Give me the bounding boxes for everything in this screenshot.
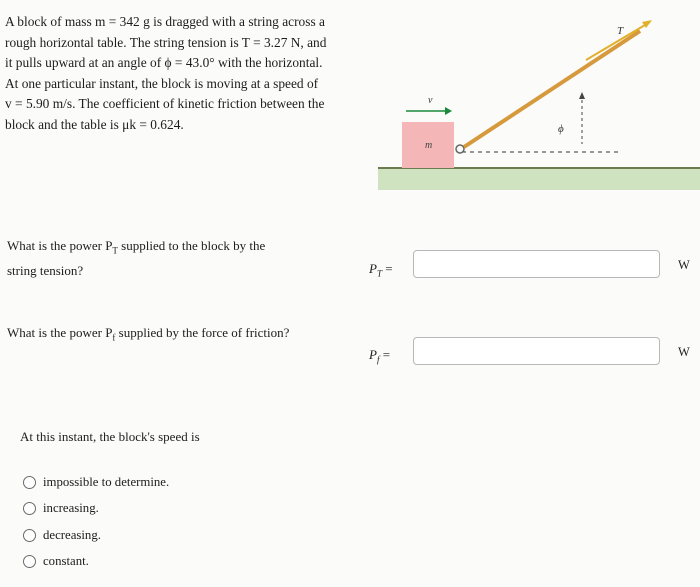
label-subscript: f — [376, 354, 380, 365]
question-power-tension — [7, 236, 297, 280]
physics-diagram — [370, 10, 700, 190]
problem-line: At one particular instant, the block is moving at a speed of — [5, 75, 319, 91]
question-subscript: f — [112, 332, 116, 343]
question-speed: At this instant, the block's speed is — [20, 429, 200, 444]
angle-label: ϕ — [558, 123, 564, 135]
question-text: What is the power P — [7, 325, 113, 340]
label-subscript: T — [376, 268, 382, 279]
problem-line: A block of mass m = 342 g is dragged with a string across a — [5, 14, 325, 29]
friction-power-unit: W — [678, 345, 690, 359]
tension-power-label — [369, 261, 393, 279]
block-label: m — [425, 140, 433, 151]
rope — [464, 31, 640, 147]
option-label: impossible to determine. — [43, 474, 170, 489]
radio-button[interactable] — [23, 529, 36, 542]
label-symbol: P — [369, 347, 377, 362]
tension-power-input[interactable] — [413, 250, 660, 278]
label-equals: = — [379, 347, 391, 362]
option-label: increasing. — [43, 501, 99, 516]
table — [378, 168, 700, 190]
option-constant[interactable] — [23, 549, 169, 576]
option-decreasing[interactable] — [23, 522, 169, 549]
label-equals: = — [381, 261, 393, 276]
tension-label: T⃗ — [617, 25, 632, 37]
angle-tick-arrow — [579, 92, 585, 99]
problem-statement — [5, 12, 350, 136]
problem-line: block and the table is μk = 0.624. — [5, 116, 184, 132]
friction-power-label — [369, 347, 390, 365]
velocity-arrowhead — [445, 107, 452, 115]
radio-button[interactable] — [23, 502, 36, 515]
question-subscript: T — [112, 245, 118, 256]
speed-options — [23, 469, 169, 575]
problem-line: v = 5.90 m/s. The coefficient of kinetic friction between the — [5, 96, 325, 112]
radio-button[interactable] — [23, 476, 36, 489]
question-text: What is the power P — [7, 238, 113, 253]
question-text-rest: supplied by the force of friction? — [115, 325, 290, 340]
question-text-rest: supplied to the block by the string tension? — [7, 238, 266, 278]
velocity-label: v⃗ — [428, 95, 441, 106]
option-label: constant. — [43, 554, 89, 569]
friction-power-input[interactable] — [413, 337, 660, 365]
problem-line: rough horizontal table. The string tension is T = 3.27 N, and — [5, 34, 327, 50]
question-power-friction — [7, 323, 289, 348]
radio-button[interactable] — [23, 555, 36, 568]
hook — [456, 145, 464, 153]
label-symbol: P — [369, 261, 377, 276]
option-label: decreasing. — [43, 527, 101, 542]
problem-line: it pulls upward at an angle of ϕ = 43.0° with the horizontal. — [5, 55, 323, 71]
tension-power-unit: W — [678, 258, 690, 272]
option-increasing[interactable] — [23, 496, 169, 523]
option-impossible[interactable] — [23, 469, 169, 496]
